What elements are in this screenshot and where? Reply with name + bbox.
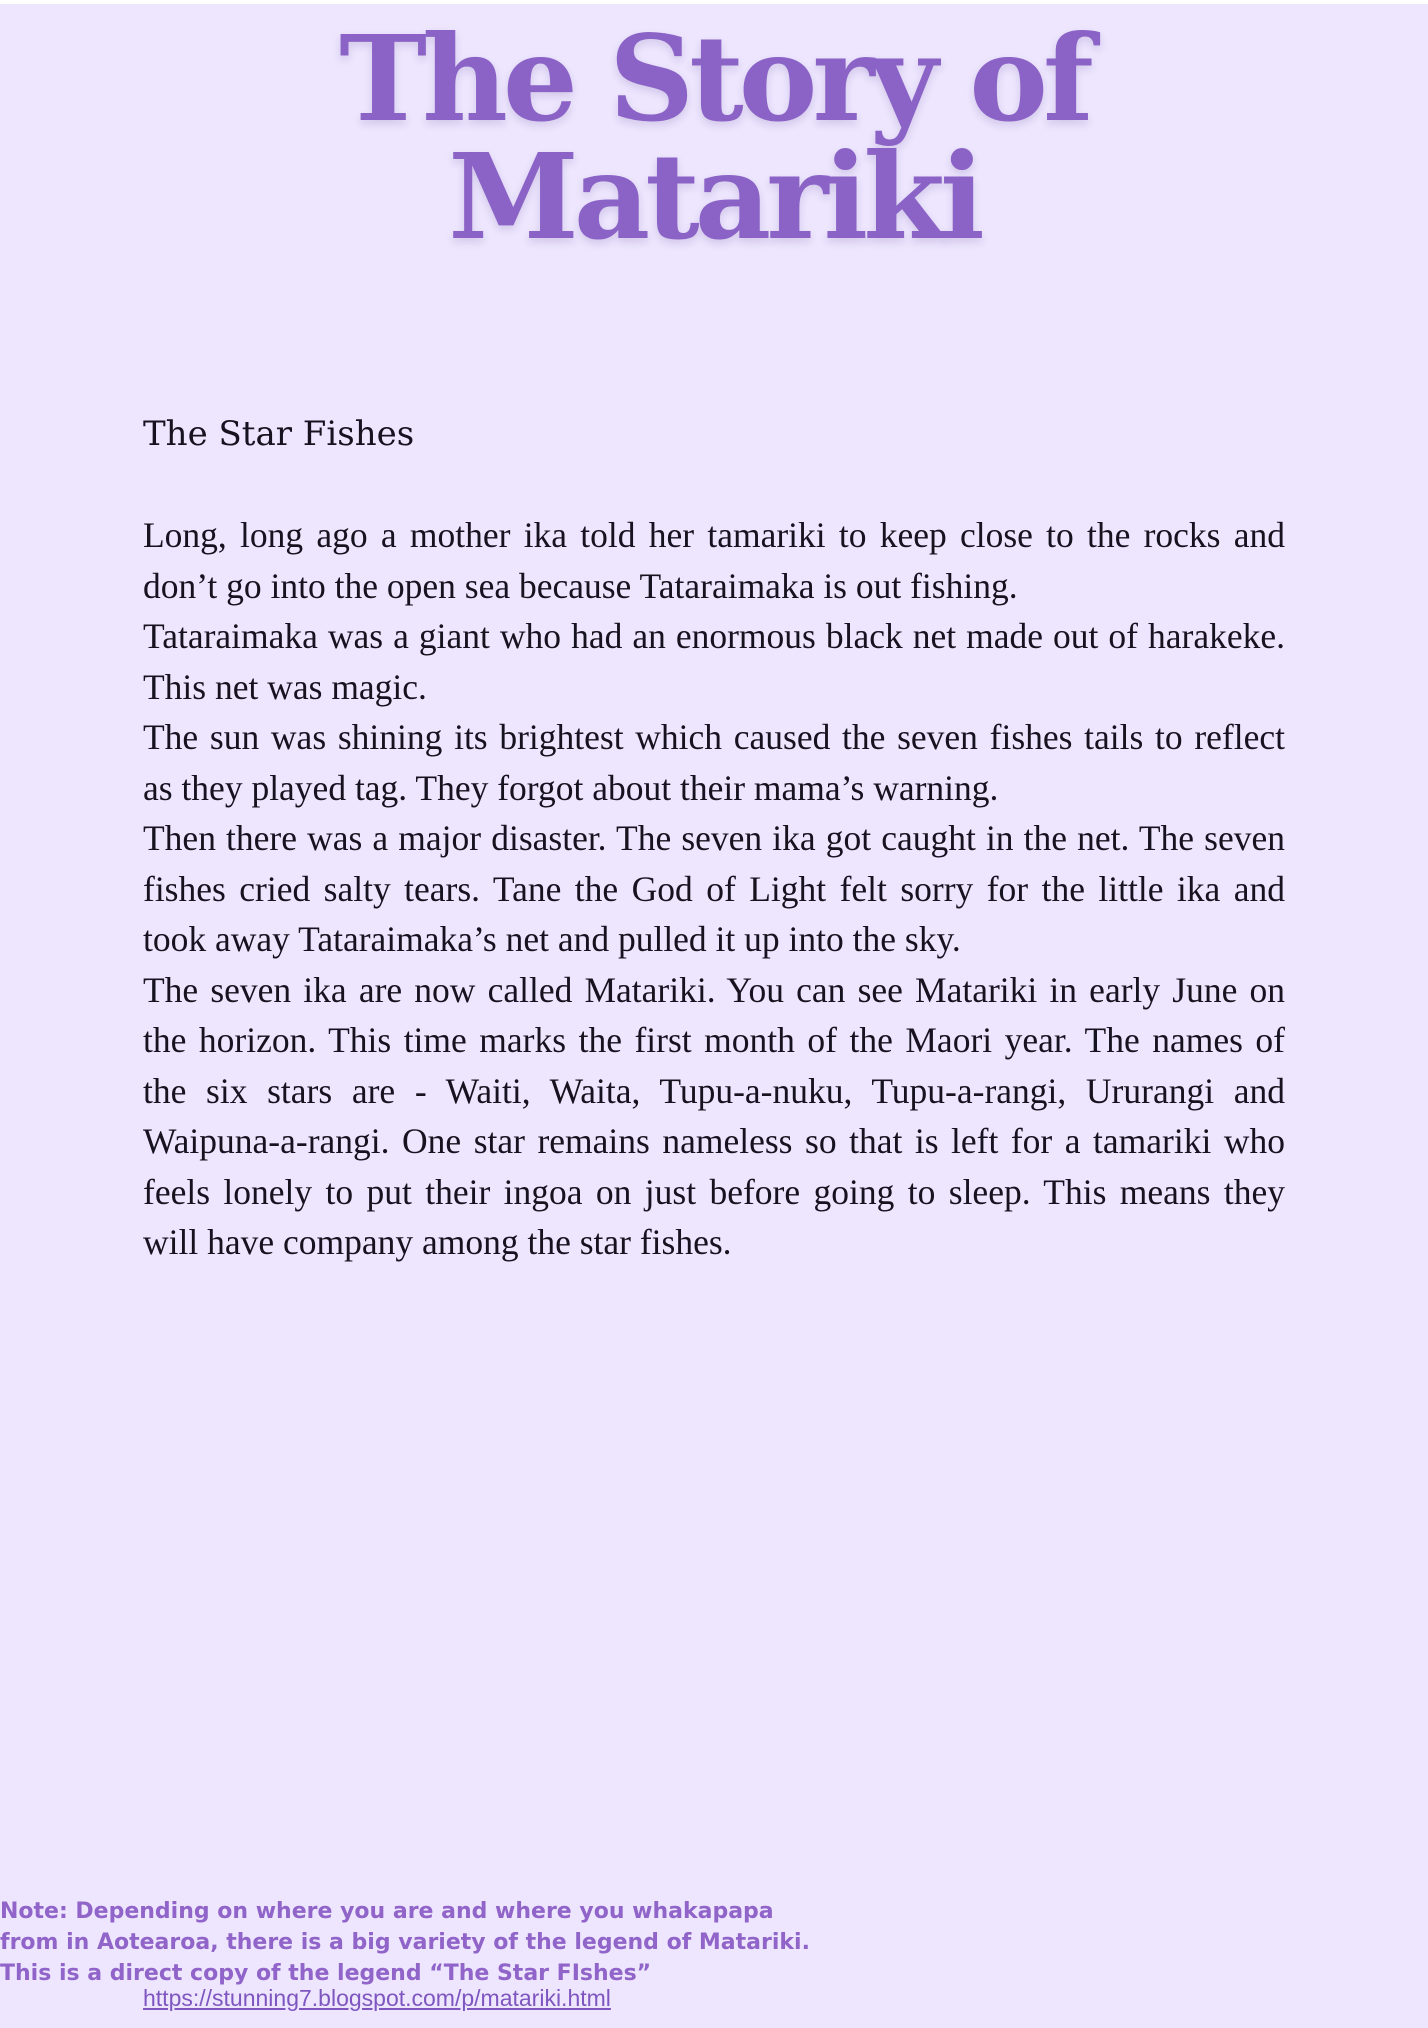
title-line-2: Matariki: [448, 127, 980, 266]
story-paragraph-5: The seven ika are now called Matariki. You can see Matariki in early June on the horizon. This time marks the first month of the Maori year. The names of the six stars are - Waiti, Waita, Tupu-a-nuku, Tupu-a-rangi, Ururangi and Waipuna-a-rangi. One star remains nameless so that is left for a tamariki who feels lonely to put their ingoa on just before going to sleep. This means they will have company among the star fishes.: [143, 969, 1285, 1262]
source-link[interactable]: https://stunning7.blogspot.com/p/matariki.html: [143, 1985, 611, 2011]
page-title: [0, 9, 1428, 266]
story-body: [143, 510, 1285, 1268]
story-paragraph-3: The sun was shining its brightest which caused the seven fishes tails to reflect as they played tag. They forgot about their mama’s warning.: [143, 717, 1285, 808]
story-subtitle: The Star Fishes: [143, 414, 415, 454]
title-line-1: The Story of: [339, 9, 1089, 148]
source-note: Note: Depending on where you are and where you whakapapa from in Aotearoa, there is a big variety of the legend of Matariki. This is a direct copy of the legend “The Star FIshes”: [0, 1899, 810, 1986]
top-edge: [0, 0, 1428, 4]
story-paragraph-1: Long, long ago a mother ika told her tamariki to keep close to the rocks and don’t go into the open sea because Tataraimaka is out fishing.: [143, 515, 1285, 606]
story-paragraph-2: Tataraimaka was a giant who had an enormous black net made out of harakeke. This net was magic.: [143, 616, 1285, 707]
story-paragraph-4: Then there was a major disaster. The seven ika got caught in the net. The seven fishes cried salty tears. Tane the God of Light felt sorry for the little ika and took away Tataraimaka’s net and pulled it up into the sky.: [143, 818, 1285, 959]
